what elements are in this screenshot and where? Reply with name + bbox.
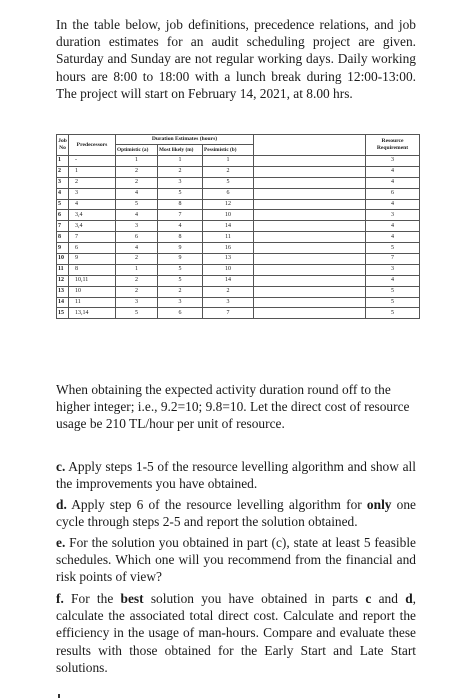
predecessors-cell: 7 [69,232,116,243]
table-row [57,232,420,243]
most-likely-cell: 2 [158,286,203,297]
predecessors-cell: 4 [69,199,116,210]
optimistic-cell: 4 [116,243,158,254]
question-d-text-end: one cycle through steps 2-5 and report the solution obtained. [56,497,416,530]
optimistic-cell: 2 [116,254,158,265]
optimistic-cell: 3 [116,221,158,232]
question-f [56,590,416,676]
most-likely-cell: 3 [158,177,203,188]
job-no-cell: 4 [57,188,69,199]
header-duration: Duration Estimates (hours) [116,135,254,145]
job-no-cell: 1 [57,156,69,167]
header-blank [254,135,366,156]
predecessors-cell: 3 [69,188,116,199]
pessimistic-cell: 10 [203,264,254,275]
predecessors-cell: 6 [69,243,116,254]
optimistic-cell: 5 [116,308,158,319]
question-e-text: For the solution you obtained in part (c), state at least 5 feasible schedules. Which one will you recommend from the financial and risk points of view? [56,535,416,585]
resource-cell: 4 [366,199,420,210]
table-row [57,188,420,199]
job-no-cell: 12 [57,275,69,286]
blank-cell [254,199,366,210]
predecessors-cell: 10 [69,286,116,297]
table-row [57,308,420,319]
table-row [57,243,420,254]
optimistic-cell: 3 [116,297,158,308]
optimistic-cell: 2 [116,275,158,286]
header-optimistic: Optimistic (a) [116,145,158,156]
predecessors-cell: 1 [69,166,116,177]
table-row [57,177,420,188]
header-resource: Resource Requirement [366,135,420,156]
question-d-label: d. [56,497,67,512]
header-pessimistic: Pessimistic (b) [203,145,254,156]
optimistic-cell: 2 [116,166,158,177]
table-row [57,199,420,210]
job-no-cell: 9 [57,243,69,254]
blank-cell [254,275,366,286]
pessimistic-cell: 2 [203,166,254,177]
resource-cell: 4 [366,232,420,243]
resource-cell: 3 [366,156,420,167]
resource-cell: 5 [366,297,420,308]
optimistic-cell: 1 [116,156,158,167]
most-likely-cell: 5 [158,188,203,199]
pessimistic-cell: 12 [203,199,254,210]
question-f-emphasis: best [120,591,144,606]
question-f-text-mid: solution you have obtained in parts [143,591,366,606]
most-likely-cell: 1 [158,156,203,167]
resource-cell: 3 [366,210,420,221]
question-c-text: Apply steps 1-5 of the resource levelling algorithm and show all the improvements you have obtained. [56,459,416,492]
header-most-likely: Most likely (m) [158,145,203,156]
predecessors-cell: 3,4 [69,221,116,232]
rounding-note: When obtaining the expected activity duration round off to the higher integer; i.e., 9.2=10; 9.8=10. Let the direct cost of resource usage be 210 TL/hour per unit of resource. [56,382,410,432]
blank-cell [254,188,366,199]
blank-cell [254,264,366,275]
resource-cell: 7 [366,254,420,265]
most-likely-cell: 2 [158,166,203,177]
question-f-label: f. [56,591,64,606]
pessimistic-cell: 11 [203,232,254,243]
table-row [57,264,420,275]
table-row [57,210,420,221]
most-likely-cell: 9 [158,254,203,265]
predecessors-cell: 10,11 [69,275,116,286]
predecessors-cell: - [69,156,116,167]
job-no-cell: 14 [57,297,69,308]
optimistic-cell: 2 [116,177,158,188]
table-row [57,221,420,232]
blank-cell [254,243,366,254]
job-no-cell: 6 [57,210,69,221]
most-likely-cell: 8 [158,199,203,210]
predecessors-cell: 13,14 [69,308,116,319]
blank-cell [254,308,366,319]
most-likely-cell: 3 [158,297,203,308]
question-d-text: Apply step 6 of the resource levelling algorithm for [66,497,367,512]
job-no-cell: 7 [57,221,69,232]
optimistic-cell: 5 [116,199,158,210]
pessimistic-cell: 2 [203,286,254,297]
job-no-cell: 11 [57,264,69,275]
pessimistic-cell: 3 [203,297,254,308]
table-row [57,286,420,297]
predecessors-cell: 3,4 [69,210,116,221]
predecessors-cell: 2 [69,177,116,188]
pessimistic-cell: 10 [203,210,254,221]
job-no-cell: 15 [57,308,69,319]
table-row [57,275,420,286]
blank-cell [254,286,366,297]
most-likely-cell: 5 [158,264,203,275]
resource-cell: 5 [366,243,420,254]
pessimistic-cell: 14 [203,275,254,286]
most-likely-cell: 6 [158,308,203,319]
resource-cell: 3 [366,264,420,275]
question-f-text-end: , calculate the associated total direct cost. Calculate and report the efficiency in the usage of man-hours. Compare and evaluate these results with those obtained for the Early Start and Late Start solutions. [56,591,416,675]
table-row [57,254,420,265]
blank-cell [254,210,366,221]
optimistic-cell: 4 [116,188,158,199]
pessimistic-cell: 1 [203,156,254,167]
question-c-label: c. [56,459,66,474]
resource-cell: 4 [366,275,420,286]
question-f-part-c: c [365,591,372,606]
job-table [56,134,420,319]
pessimistic-cell: 14 [203,221,254,232]
table-row [57,156,420,167]
question-f-and: and [371,591,406,606]
job-no-cell: 10 [57,254,69,265]
blank-cell [254,166,366,177]
predecessors-cell: 8 [69,264,116,275]
job-no-cell: 8 [57,232,69,243]
predecessors-cell: 11 [69,297,116,308]
pessimistic-cell: 13 [203,254,254,265]
table-row [57,297,420,308]
page-mark [58,694,60,698]
pessimistic-cell: 7 [203,308,254,319]
optimistic-cell: 6 [116,232,158,243]
most-likely-cell: 4 [158,221,203,232]
question-f-text: For the [63,591,121,606]
resource-cell: 5 [366,308,420,319]
resource-cell: 5 [366,286,420,297]
most-likely-cell: 7 [158,210,203,221]
job-no-cell: 13 [57,286,69,297]
pessimistic-cell: 5 [203,177,254,188]
most-likely-cell: 9 [158,243,203,254]
question-e-label: e. [56,535,66,550]
resource-cell: 6 [366,188,420,199]
job-no-cell: 5 [57,199,69,210]
table-row [57,166,420,177]
optimistic-cell: 1 [116,264,158,275]
question-c [56,458,416,492]
header-job-no: Job No [57,135,69,156]
blank-cell [254,156,366,167]
job-no-cell: 2 [57,166,69,177]
question-d-emphasis: only [366,497,392,512]
job-no-cell: 3 [57,177,69,188]
most-likely-cell: 8 [158,232,203,243]
header-predecessors: Predecessors [69,135,116,156]
blank-cell [254,232,366,243]
optimistic-cell: 4 [116,210,158,221]
resource-cell: 4 [366,166,420,177]
predecessors-cell: 9 [69,254,116,265]
question-d [56,496,416,530]
question-f-part-d: d [405,591,413,606]
most-likely-cell: 5 [158,275,203,286]
blank-cell [254,177,366,188]
pessimistic-cell: 6 [203,188,254,199]
resource-cell: 4 [366,221,420,232]
blank-cell [254,254,366,265]
intro-paragraph: In the table below, job definitions, precedence relations, and job duration estimates for an audit scheduling project are given. Saturday and Sunday are not regular working days. Daily working hours are 8:00 to 18:00 with a lunch break during 12:00-13:00. The project will start on February 14, 2021, at 8.00 hrs. [56,17,416,101]
blank-cell [254,297,366,308]
optimistic-cell: 2 [116,286,158,297]
resource-cell: 4 [366,177,420,188]
blank-cell [254,221,366,232]
pessimistic-cell: 16 [203,243,254,254]
question-e [56,534,416,586]
